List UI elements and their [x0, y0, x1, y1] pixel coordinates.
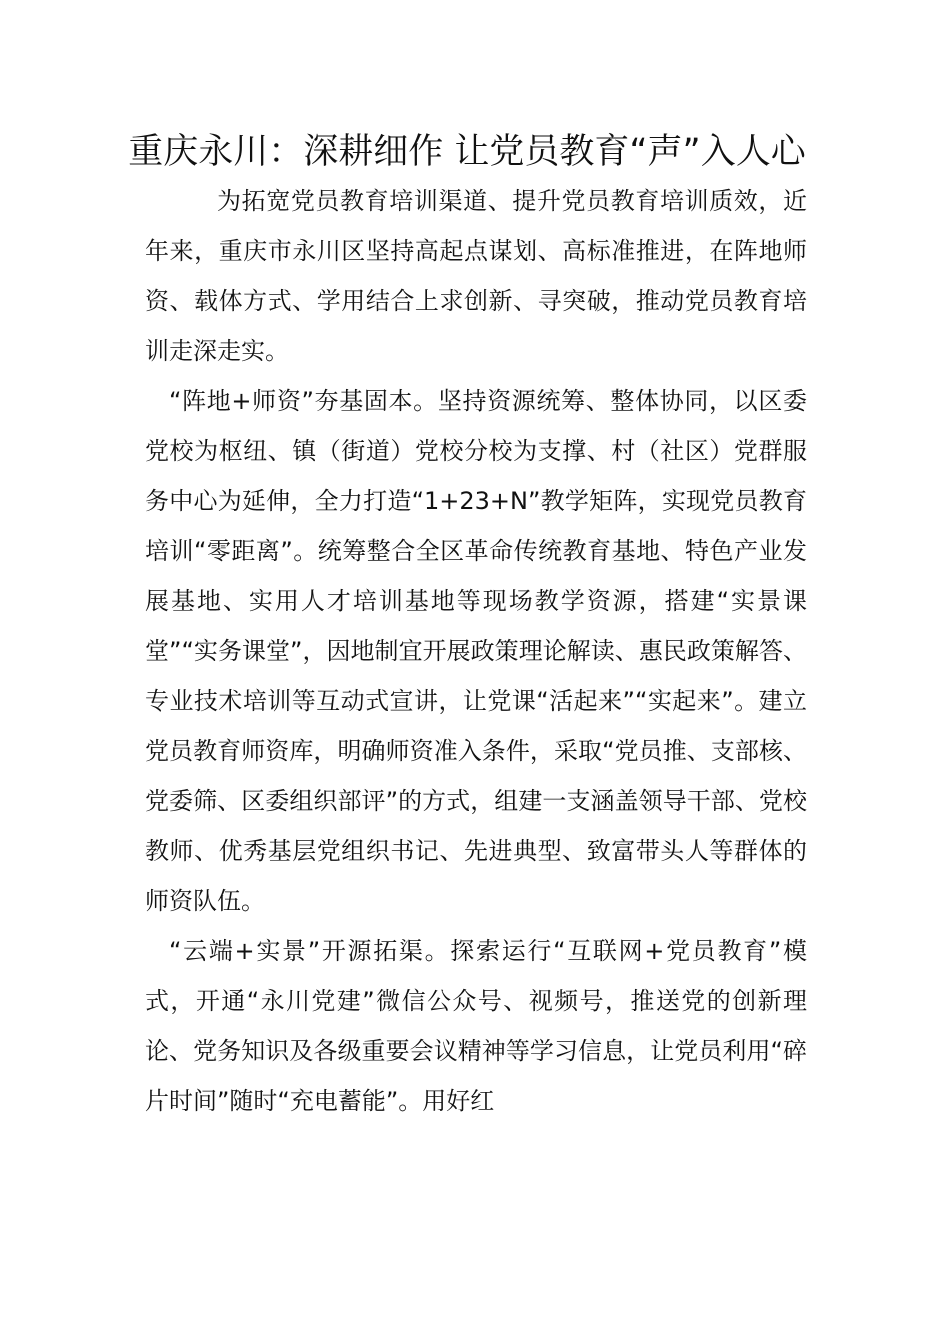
document-page [128, 128, 807, 1126]
paragraph-cloud-scene: “云端+实景”开源拓渠。探索运行“互联网+党员教育”模式，开通“永川党建”微信公众号、视频号，推送党的创新理论、党务知识及各级重要会议精神等学习信息，让党员利用“碎片时间”随时“充电蓄能”。用好红 [145, 937, 807, 1115]
document-title: 重庆永川：深耕细作 让党员教育“声”入人心 [128, 132, 806, 172]
paragraph-intro: 为拓宽党员教育培训渠道、提升党员教育培训质效，近年来，重庆市永川区坚持高起点谋划、高标准推进，在阵地师资、载体方式、学用结合上求创新、寻突破，推动党员教育培训走深走实。 [145, 187, 807, 365]
paragraph-position-teachers: “阵地+师资”夯基固本。坚持资源统筹、整体协同，以区委党校为枢纽、镇（街道）党校分校为支撑、村（社区）党群服务中心为延伸，全力打造“1+23+N”教学矩阵，实现党员教育培训“零距离”。统筹整合全区革命传统教育基地、特色产业发展基地、实用人才培训基地等现场教学资源，搭建“实景课堂”“实务课堂”，因地制宜开展政策理论解读、惠民政策解答、专业技术培训等互动式宣讲，让党课“活起来”“实起来”。建立党员教育师资库，明确师资准入条件，采取“党员推、支部核、党委筛、区委组织部评”的方式，组建一支涵盖领导干部、党校教师、优秀基层党组织书记、先进典型、致富带头人等群体的师资队伍。 [145, 387, 807, 915]
